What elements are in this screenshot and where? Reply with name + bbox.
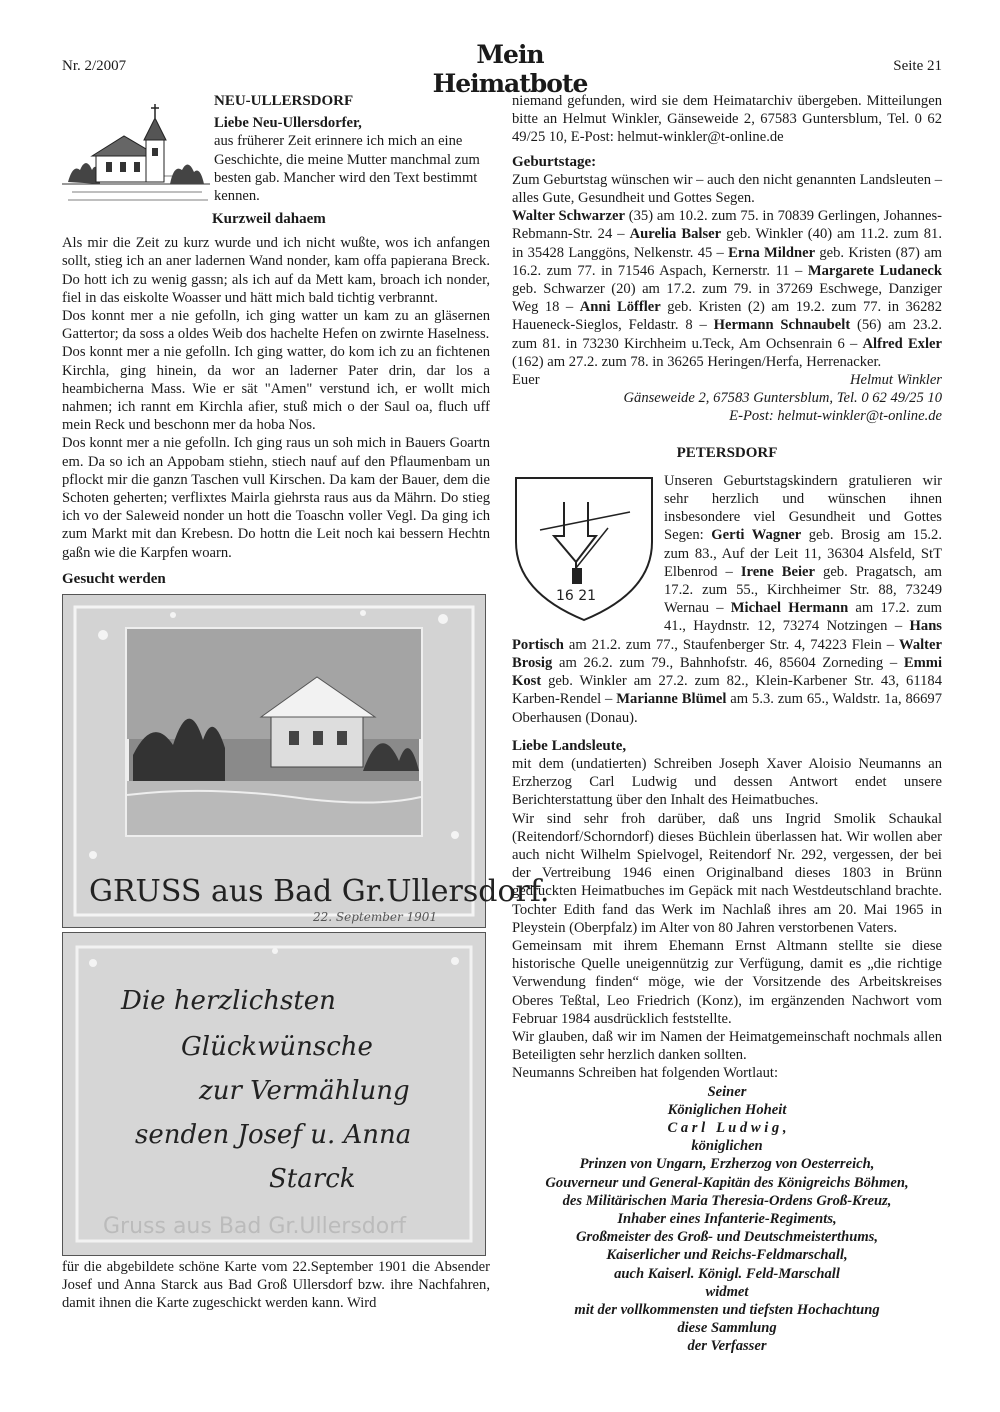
person-name: Aurelia Balser	[629, 226, 722, 243]
dedication-line: C a r l L u d w i g ,	[667, 1119, 787, 1136]
intro-line: aus früherer Zeit erinnere ich mich an eine	[214, 133, 463, 150]
author-email: E-Post: helmut-winkler@t-online.de	[729, 408, 942, 425]
letter-paragraph: Wir glauben, daß wir im Namen der Heimatgemeinschaft nochmals allen Beteiligten sehr herzlich danken sollten.	[512, 1028, 942, 1064]
page-number: Seite 21	[893, 58, 942, 74]
intro-text	[210, 92, 490, 210]
section-title-neu-ullersdorf: NEU-ULLERSDORF	[214, 93, 354, 109]
signature-line	[512, 371, 942, 389]
dedication-line: mit der vollkommensten und tiefsten Hochachtung	[574, 1302, 880, 1318]
person-name: Walter Schwarzer	[512, 208, 625, 225]
person-name: Hans Portisch	[512, 618, 942, 653]
intro-line: besten gab. Mancher wird den Text bestimmt	[214, 169, 478, 186]
person-name: Erna Mildner	[728, 244, 816, 261]
church-illustration	[62, 92, 210, 210]
person-name: Hermann Schnaubelt	[713, 317, 851, 334]
handwritten-card-illustration	[63, 933, 485, 1255]
intro-block	[62, 92, 490, 210]
story-paragraph: Dos konnt mer a nie gefolln. Ich ging raus un soh mich in Bauers Goartn em. Da so ich an Appobam stiehn, stiech nauf auf den Pflaumenbam un pflockt mir die ganzn Taschen vull Kirschen. Da kam der Bauer, dem die Schoten geherten; verflixtes Mairla giehrsta raus aus da Mährn. Do stieg ich vo der Saleweid nonder un hott die Toaschn voller Vegl. Da ging ich zum Markt mit dan Krebesn. Do hottn die Leit noch kai bessern Hechtn gaßn wie die Karpfen woarn.	[62, 435, 490, 561]
birthdays-list: Walter Schwarzer (35) am 10.2. zum 75. in 70839 Gerlingen, Johannes-Rebmann-Str. 24 – Aurelia Balser geb. Winkler (40) am 11.2. zum 81. in 35428 Langgöns, Nelkenstr. 45 – Erna Mildner geb. Kristen (87) am 16.2. zum 77. in 71546 Aspach, Kernerstr. 11 – Margarete Ludaneck geb. Schwarzer (20) am 17.2. zum 79. in 37269 Eschwege, Danziger Weg 18 – Anni Löffler geb. Kristen (2) am 19.2. zum 77. in 36282 Haueneck-Sieglos, Feldastr. 8 – Hermann Schnaubelt (56) am 23.2. zum 81. in 73230 Kirchheim u.Teck, Am Ochsenrain 6 – Alfred Exler (162) am 27.2. zum 78. in 36265 Heringen/Herfa, Herrenacker.	[512, 208, 943, 370]
handwritten-line: Die herzlichsten	[121, 986, 336, 1017]
continuation-text: niemand gefunden, wird sie dem Heimatarchiv übergeben. Mitteilungen bitte an Helmut Winkler, Gänseweide 2, 67583 Guntersblum, Tel. 0 62 49/25 10, E-Post: helmut-winkler@t-online.de	[512, 93, 942, 146]
story-title: Kurzweil dahaem	[212, 211, 326, 227]
person-name: Emmi Kost	[512, 654, 942, 690]
dedication-line: königlichen	[691, 1138, 763, 1155]
signature: Helmut Winkler	[849, 372, 942, 389]
postcard-photo-back	[62, 932, 486, 1256]
intro-line: Geschichte, die meine Mutter manchmal zum	[214, 151, 480, 168]
dedication-line: Großmeister des Groß- und Deutschmeisterthums,	[575, 1229, 879, 1246]
section-title-petersdorf: PETERSDORF	[676, 444, 778, 461]
dedication-line: widmet	[705, 1283, 749, 1300]
letter-paragraph: Gemeinsam mit ihrem Ehemann Ernst Altmann stellte sie diese historische Quelle uneigennützig zur Verfügung, damit es „die richtige Verwendung finden“ möge, wie der Vorsitzende des Arbeitskreises Oberes Teßtal, Leo Friedrich (Konz), im ergänzenden Nachwort vom Februar 1984 ausdrücklich feststellte.	[512, 937, 942, 1027]
winter-scene-illustration	[63, 595, 550, 927]
petersdorf-birthdays: Unseren Geburtstagskindern gratulieren wir sehr herzlich und wünschen ihnen insbesondere viel Gesundheit und Gottes Segen: Gerti Wagner geb. Brosig am 15.2. zum 83., Auf der Leit 11, 36304 Alsfeld, StT Elbenrod – Irene Beier geb. Pragatsch, am 17.2. zum 55., Kirchheimer Str. 88, 73249 Wernau – Michael Hermann am 17.2. zum 41., Haydnstr. 12, 73274 Notzingen – Hans Portisch am 21.2. zum 77., Staufenberger Str. 4, 74223 Flein – Walter Brosig am 26.2. zum 79., Bahnhofstr. 46, 85604 Zorneding – Emmi Kost geb. Winkler am 27.2. zum 82., Klein-Karbener Str. 43, 61184 Karben-Rendel – Marianne Blümel am 5.3. zum 65., Waldstr. 1a, 86697 Oberhausen (Donau).	[512, 472, 943, 726]
story-paragraph: Dos konnt mer a nie gefolln, ich ging watter un kam zu an gläsernen Gattertor; da soss a oldes Weib dos hachelte Hefen on zwirnte Haselness.	[62, 308, 490, 343]
postcard-greeting-text: GRUSS aus Bad Gr.Ullersdorf.	[89, 874, 550, 910]
dedication-block	[512, 1083, 942, 1356]
handwritten-line: senden Josef u. Anna	[135, 1120, 412, 1151]
dedication-line: des Militärischen Maria Theresia-Ordens Groß-Kreuz,	[562, 1192, 892, 1209]
letter-paragraph: Neumanns Schreiben hat folgenden Wortlaut:	[512, 1065, 779, 1082]
postcard-date: 22. September 1901	[313, 910, 438, 925]
dedication-line: Seiner	[707, 1083, 747, 1100]
person-name: Irene Beier	[740, 563, 816, 580]
greeting: Liebe Neu-Ullersdorfer,	[214, 115, 362, 132]
person-name: Marianne Blümel	[616, 691, 727, 708]
person-name: Anni Löffler	[579, 299, 661, 316]
dedication-line: der Verfasser	[687, 1338, 767, 1355]
right-column	[512, 92, 942, 1356]
issue-number: Nr. 2/2007	[62, 58, 127, 74]
handwritten-line: zur Vermählung	[199, 1076, 410, 1107]
masthead-logo: Mein Heimatbote	[432, 40, 588, 98]
birthdays-title: Geburtstage:	[512, 153, 597, 170]
dedication-line: Kaiserlicher und Reichs-Feldmarschall,	[606, 1247, 848, 1264]
author-address: Gänseweide 2, 67583 Guntersblum, Tel. 0 62 49/25 10	[623, 390, 942, 407]
story-paragraph: Als mir die Zeit zu kurz wurde und ich nicht wußte, wos ich anfangen sollt, stieg ich an aner ladernen Wand nonder, kam offa papierana Breck. Do hott ich zu wenig gassn; als ich auf da Mett kam, broach ich nonder, fiel in das eiskolte Woasser und hätt mich bald tichtig verbrannt.	[62, 235, 490, 306]
dedication-line: Königlichen Hoheit	[667, 1101, 787, 1118]
person-name: Margarete Ludaneck	[807, 262, 942, 279]
crest-year: 16 21	[556, 587, 597, 604]
person-name: Walter Brosig	[512, 636, 942, 671]
dedication-line: Prinzen von Ungarn, Erzherzog von Oesterreich,	[579, 1156, 875, 1173]
faded-embossed-text: Gruss aus Bad Gr.Ullersdorf	[103, 1214, 407, 1240]
postcard-photo-front	[62, 594, 550, 928]
dedication-line: auch Kaiserl. Königl. Feld-Marschall	[614, 1265, 840, 1282]
caption: für die abgebildete schöne Karte vom 22.September 1901 die Absender Josef und Anna Starck aus Bad Groß Ullersdorf bzw. ihre Nachfahren, damit ihnen die Karte zugeschickt werden kann. Wird	[62, 1259, 490, 1312]
dedication-line: Inhaber eines Infanterie-Regiments,	[617, 1210, 837, 1227]
handwritten-line: Glückwünsche	[181, 1032, 373, 1063]
dedication-line: diese Sammlung	[677, 1320, 777, 1337]
intro-line: kennen.	[214, 188, 260, 205]
handwritten-line: Starck	[269, 1164, 356, 1195]
petersdorf-coat-of-arms	[512, 472, 656, 624]
person-name: Michael Hermann	[730, 600, 849, 617]
petersdorf-block	[512, 472, 942, 727]
letter-paragraph: Wir sind sehr froh darüber, daß uns Ingrid Smolik Schaukal (Reitendorf/Schorndorf) dieses Büchlein überlassen hat. Wir wollen aber auch nicht Wilhelm Spielvogel, Reitendorf Nr. 292, vergessen, der bei der Vertreibung 1946 einen Originalband dieses 1803 in Brünn gedruckten Heimatbuches im Gepäck mit nach Westdeutschland brachte. Tochter Edith fand das Werk im Nachlaß ihres am 20. Mai 1965 in Pleystein (Oberpfalz) im Alter von 80 Jahren verstorbenen Vaters.	[512, 810, 942, 936]
letter-title: Liebe Landsleute,	[512, 737, 627, 754]
birthdays-intro: Zum Geburtstag wünschen wir – auch den nicht genannten Landsleuten – alles Gute, Gesundheit und Gottes Segen.	[512, 171, 942, 207]
closing: Euer	[512, 372, 540, 389]
person-name: Gerti Wagner	[711, 527, 802, 544]
person-name: Alfred Exler	[862, 335, 942, 352]
dedication-line: Gouverneur und General-Kapitän des Königreichs Böhmen,	[545, 1174, 909, 1191]
letter-paragraph: mit dem (undatierten) Schreiben Joseph Xaver Aloisio Neumanns an Erzherzog Carl Ludwig und dessen Antwort endet unsere Berichterstattung über den Inhalt des Heimatbuches.	[512, 755, 942, 809]
story-paragraph: Dos konnt mer a nie gefolln. Ich ging watter, do kom ich zu an fichtenen Kirchla, ging hinein, da wor an laderner Pater drin, dar los a heambicherna Mass. Wie er sät "Amen" verstund ich, er wollt mich nahmen; ich rannt em Kirchla afier, stuß mich o der Saul oa, fluch uff mein Reck und beschonn mer da hoba Nos.	[62, 344, 490, 434]
sought-title: Gesucht werden	[62, 570, 166, 587]
